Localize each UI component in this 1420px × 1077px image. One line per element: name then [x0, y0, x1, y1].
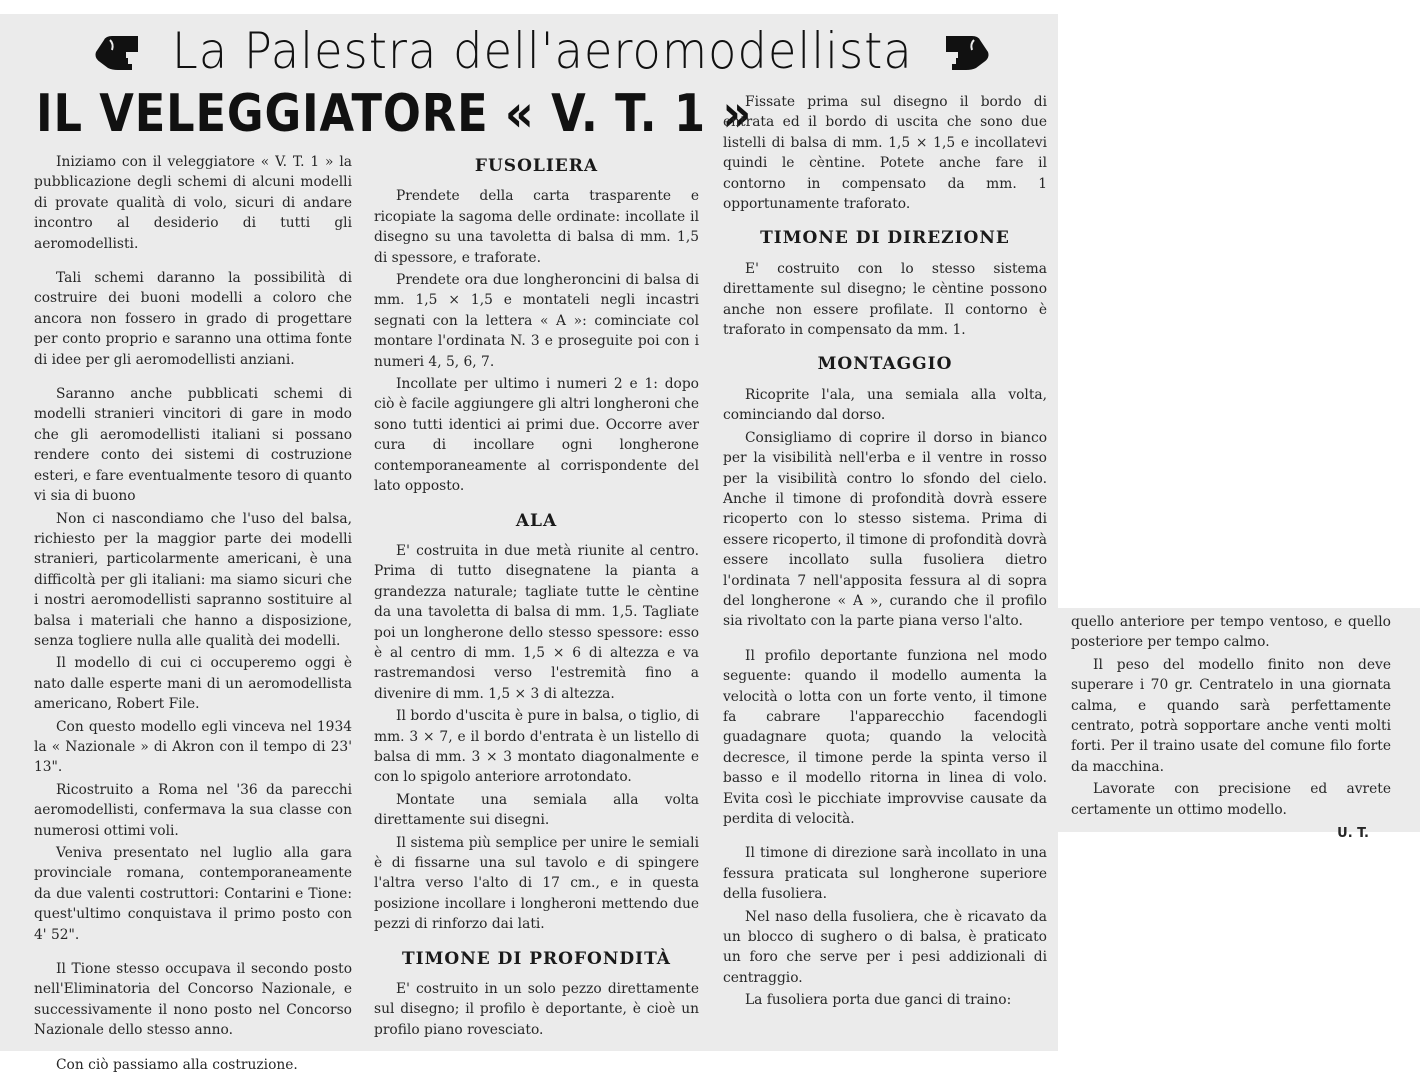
paragraph: E' costruito in un solo pezzo direttamente sul disegno; il profilo è deportante, è cioè un profilo piano rovesciato. [374, 981, 699, 1038]
section-heading-timone-profondita: TIMONE DI PROFONDITÀ [402, 948, 671, 969]
column-3 [723, 92, 1047, 1013]
author-signature: U. T. [1337, 826, 1369, 842]
section-heading-fusoliera: FUSOLIERA [474, 156, 599, 176]
section-heading-montaggio: MONTAGGIO [817, 354, 953, 375]
paragraph: Prendete della carta trasparente e ricopiate la sagoma delle ordinate: incollate il disegno su una tavoletta di balsa di mm. 1,5 di spessore, e traforate. [374, 188, 699, 266]
paragraph: Nel naso della fusoliera, che è ricavato da un blocco di sughero o di balsa, è praticato un foro che serve per i pesi addizionali di centraggio. [723, 908, 1047, 986]
paragraph: Ricostruito a Roma nel '36 da parecchi aeromodellisti, confermava la sua classe con numerosi ottimi voli. [34, 781, 352, 839]
paragraph: Il timone di direzione sarà incollato in una fessura praticata sul longherone superiore della fusoliera. [723, 845, 1047, 903]
paragraph: Fissate prima sul disegno il bordo di entrata ed il bordo di uscita che sono due listelli di balsa di mm. 1,5 × 1,5 e incollatevi quindi le cèntine. Potete anche fare il contorno in compensato da mm. 1 opportunamente traforato. [723, 94, 1047, 213]
pointing-hand-right-icon [944, 28, 992, 74]
paragraph: Saranno anche pubblicati schemi di modelli stranieri vincitori di gare in modo che gli aeromodellisti italiani si possano rendere conto dei sistemi di costruzione esteri, e fare eventualmente tesoro di quanto vi sia di buono [34, 386, 352, 505]
column-4-continuation [1071, 612, 1391, 844]
paragraph: Lavorate con precisione ed avrete certamente un ottimo modello. [1071, 781, 1391, 818]
paragraph: La fusoliera porta due ganci di traino: [745, 992, 1012, 1009]
paragraph: Prendete ora due longheroncini di balsa di mm. 1,5 × 1,5 e montateli negli incastri segnati con la lettera « A »: cominciate col montare l'ordinata N. 3 e proseguite poi con i numeri 4, 5, 6, 7. [374, 272, 699, 370]
paragraph: Il Tione stesso occupava il secondo posto nell'Eliminatoria del Concorso Nazionale, e successivamente il nono posto nel Concorso Nazionale dello stesso anno. [34, 961, 352, 1039]
column-2 [374, 152, 699, 1042]
paragraph: Il profilo deportante funziona nel modo seguente: quando il modello aumenta la velocità o lotta con un forte vento, il timone fa cabrare l'apparecchio facendogli guadagnare quota; quando la velocità decresce, il timone perde la spinta verso il basso e il modello ritorna in linea di volo. Evita così le picchiate improvvise causate da perdita di velocità. [723, 647, 1047, 827]
paragraph: Il modello di cui ci occuperemo oggi è nato dalle esperte mani di un aeromodellista americano, Robert File. [34, 655, 352, 713]
paragraph: Incollate per ultimo i numeri 2 e 1: dopo ciò è facile aggiungere gli altri longheroni che sono tutti identici ai primi due. Occorre aver cura di incollare ogni longherone contemporaneamente al corrispondente del lato opposto. [374, 376, 699, 495]
paragraph: Ricoprite l'ala, una semiala alla volta, cominciando dal dorso. [723, 386, 1047, 424]
paragraph: Con ciò passiamo alla costruzione. [56, 1056, 298, 1073]
paragraph: E' costruito con lo stesso sistema direttamente sul disegno; le cèntine possono anche non essere profilate. Il contorno è traforato in compensato da mm. 1. [723, 260, 1047, 339]
paragraph: Veniva presentato nel luglio alla gara provinciale romana, contemporaneamente da due valenti costruttori: Contarini e Tione: quest'ultimo conquistava il primo posto con 4' 52". [34, 845, 352, 943]
paragraph: Il bordo d'uscita è pure in balsa, o tiglio, di mm. 3 × 7, e il bordo d'entrata è un listello di balsa di mm. 3 × 3 montato diagonalmente e con lo spigolo anteriore arrotondato. [374, 708, 699, 786]
paragraph: E' costruita in due metà riunite al centro. Prima di tutto disegnatene la pianta a grandezza naturale; tagliate tutte le cèntine da una tavoletta di balsa di mm. 1,5. Tagliate poi un longherone dello stesso spessore: esso è al centro di mm. 1,5 × 6 di altezza e va rastremandosi verso l'estremità fino a divenire di mm. 1,5 × 3 di altezza. [374, 542, 699, 702]
paragraph: Non ci nascondiamo che l'uso del balsa, richiesto per la maggior parte dei modelli stranieri, particolarmente americani, è una difficoltà per gli italiani: ma siamo sicuri che i nostri aeromodellisti sapranno sostituire al balsa i materiali che hanno a disposizione, senza togliere nulla alle qualità dei modelli. [34, 510, 352, 649]
article-headline: IL VELEGGIATORE « V. T. 1 » [36, 84, 753, 144]
paragraph: Con questo modello egli vinceva nel 1934 la « Nazionale » di Akron con il tempo di 23' 13". [34, 718, 352, 776]
column-1 [34, 152, 352, 1077]
paragraph: Il peso del modello finito non deve superare i 70 gr. Centratelo in una giornata calma, e quando sarà perfettamente centrato, potrà sopportare anche venti molti forti. Per il traino usate del comune filo forte da macchina. [1071, 656, 1391, 775]
paragraph: Montate una semiala alla volta direttamente sui disegni. [374, 791, 699, 829]
masthead [44, 16, 1040, 86]
section-heading-timone-direzione: TIMONE DI DIREZIONE [760, 228, 1010, 249]
section-heading-ala: ALA [515, 510, 558, 531]
paragraph: Iniziamo con il veleggiatore « V. T. 1 » la pubblicazione degli schemi di alcuni modelli di provate qualità di volo, sicuri di andare incontro al desiderio di tutti gli aeromodellisti. [34, 154, 352, 252]
pointing-hand-left-icon [92, 28, 140, 74]
paragraph: Tali schemi daranno la possibilità di costruire dei buoni modelli a coloro che ancora non fossero in grado di progettare per conto proprio e saranno una ottima fonte di idee per gli aeromodellisti anziani. [34, 270, 352, 368]
paragraph: quello anteriore per tempo ventoso, e quello posteriore per tempo calmo. [1071, 614, 1391, 651]
paragraph: Il sistema più semplice per unire le semiali è di fissarne una sul tavolo e di spingere l'altra verso l'alto di 17 cm., e in questa posizione incollare i longheroni mettendo due pezzi di rinforzo dai lati. [374, 834, 699, 933]
masthead-title: La Palestra dell'aeromodellista [171, 22, 913, 80]
paragraph: Consigliamo di coprire il dorso in bianco per la visibilità nell'erba e il ventre in rosso per la visibilità contro lo sfondo del cielo. Anche il timone di profondità dovrà essere ricoperto con lo stesso sistema. Prima di essere ricoperto, il timone di profondità dovrà essere incollato sulla fusoliera dietro l'ordinata 7 nell'apposita fessura al di sopra del longherone « A », curando che il profilo sia rivoltato con la parte piana verso l'alto. [723, 429, 1047, 630]
